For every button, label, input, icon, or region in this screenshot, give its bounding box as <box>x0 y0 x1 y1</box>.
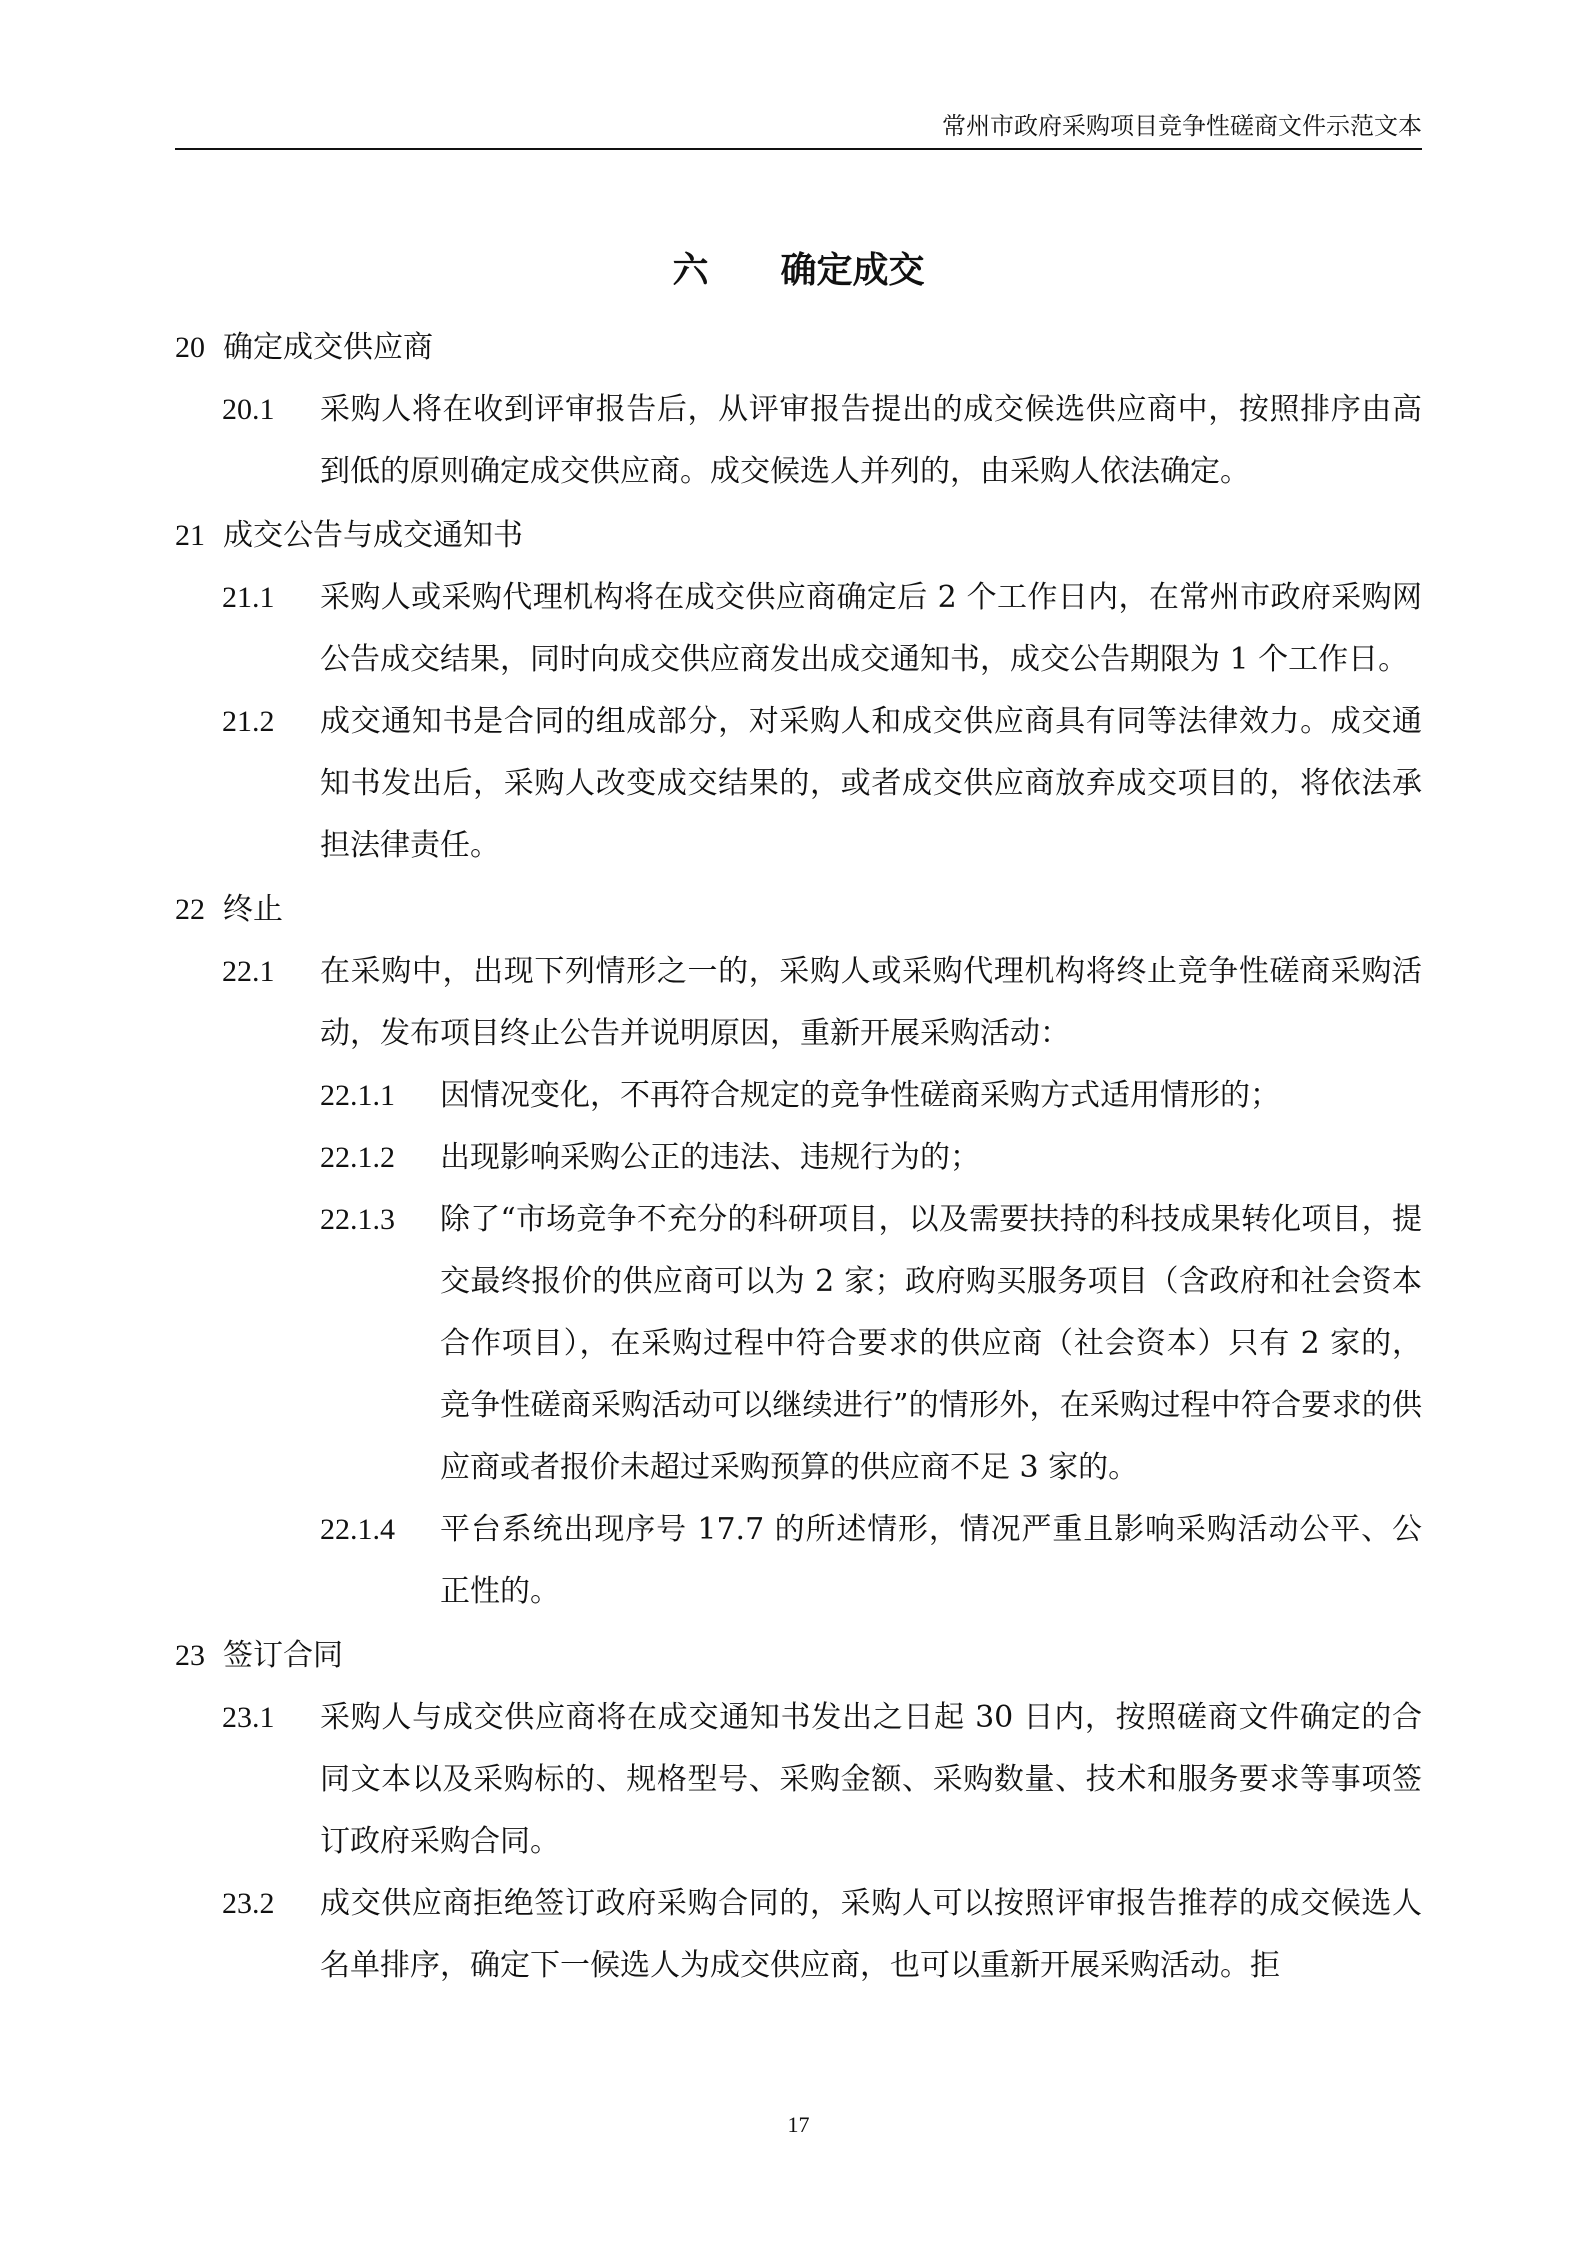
clause-text: 成交供应商拒绝签订政府采购合同的，采购人可以按照评审报告推荐的成交候选人名单排序，确定下一候选人为成交供应商，也可以重新开展采购活动。拒 <box>320 1886 1422 1983</box>
clause-23-2 <box>175 1873 1422 1997</box>
section-title: 成交公告与成交通知书 <box>223 518 523 553</box>
clause-text: 采购人将在收到评审报告后，从评审报告提出的成交候选供应商中，按照排序由高到低的原则确定成交供应商。成交候选人并列的，由采购人依法确定。 <box>320 392 1422 489</box>
clause-22-1 <box>175 941 1422 1065</box>
clause-text: 成交通知书是合同的组成部分，对采购人和成交供应商具有同等法律效力。成交通知书发出后，采购人改变成交结果的，或者成交供应商放弃成交项目的，将依法承担法律责任。 <box>320 704 1422 863</box>
clause-number: 21.1 <box>222 581 275 614</box>
subclause-22-1-2 <box>175 1127 1422 1189</box>
clause-21-2 <box>175 691 1422 877</box>
section-heading-23 <box>175 1625 1422 1687</box>
clause-number: 21.2 <box>222 705 275 738</box>
subclause-text: 除了“市场竞争不充分的科研项目，以及需要扶持的科技成果转化项目，提交最终报价的供应商可以为 2 家；政府购买服务项目（含政府和社会资本合作项目），在采购过程中符合要求的供应商（社会资本）只有 2 家的，竞争性磋商采购活动可以继续进行”的情形外，在采购过程中符合要求的供应商或者报价未超过采购预算的供应商不足 3 家的。 <box>440 1202 1422 1485</box>
subclause-text: 平台系统出现序号 17.7 的所述情形，情况严重且影响采购活动公平、公正性的。 <box>440 1512 1422 1609</box>
running-header: 常州市政府采购项目竞争性磋商文件示范文本 <box>942 112 1422 140</box>
subclause-number: 22.1.2 <box>320 1141 395 1174</box>
document-body <box>175 315 1422 1997</box>
header-rule <box>175 148 1422 150</box>
clause-number: 23.2 <box>222 1887 275 1920</box>
section-number: 23 <box>175 1639 205 1672</box>
subclause-text: 因情况变化，不再符合规定的竞争性磋商采购方式适用情形的； <box>440 1078 1280 1113</box>
subclause-number: 22.1.3 <box>320 1203 395 1236</box>
section-number: 21 <box>175 519 205 552</box>
chapter-title: 六 确定成交 <box>672 249 925 291</box>
subclause-number: 22.1.4 <box>320 1513 395 1546</box>
clause-number: 22.1 <box>222 955 275 988</box>
section-heading-22 <box>175 879 1422 941</box>
clause-number: 20.1 <box>222 393 275 426</box>
section-title: 确定成交供应商 <box>223 330 433 365</box>
clause-text: 采购人与成交供应商将在成交通知书发出之日起 30 日内，按照磋商文件确定的合同文本以及采购标的、规格型号、采购金额、采购数量、技术和服务要求等事项签订政府采购合同。 <box>320 1700 1422 1859</box>
subclause-22-1-3 <box>175 1189 1422 1499</box>
subclause-text: 出现影响采购公正的违法、违规行为的； <box>440 1140 980 1175</box>
clause-21-1 <box>175 567 1422 691</box>
section-number: 20 <box>175 331 205 364</box>
page-number: 17 <box>787 2112 810 2137</box>
subclause-22-1-1 <box>175 1065 1422 1127</box>
clause-23-1 <box>175 1687 1422 1873</box>
subclause-number: 22.1.1 <box>320 1079 395 1112</box>
section-title: 签订合同 <box>223 1638 343 1673</box>
subclause-22-1-4 <box>175 1499 1422 1623</box>
section-heading-20 <box>175 317 1422 379</box>
clause-text: 在采购中，出现下列情形之一的，采购人或采购代理机构将终止竞争性磋商采购活动，发布项目终止公告并说明原因，重新开展采购活动： <box>320 954 1422 1051</box>
section-heading-21 <box>175 505 1422 567</box>
clause-number: 23.1 <box>222 1701 275 1734</box>
clause-20-1 <box>175 379 1422 503</box>
section-title: 终止 <box>223 892 283 927</box>
section-number: 22 <box>175 893 205 926</box>
clause-text: 采购人或采购代理机构将在成交供应商确定后 2 个工作日内，在常州市政府采购网公告成交结果，同时向成交供应商发出成交通知书，成交公告期限为 1 个工作日。 <box>320 580 1422 677</box>
